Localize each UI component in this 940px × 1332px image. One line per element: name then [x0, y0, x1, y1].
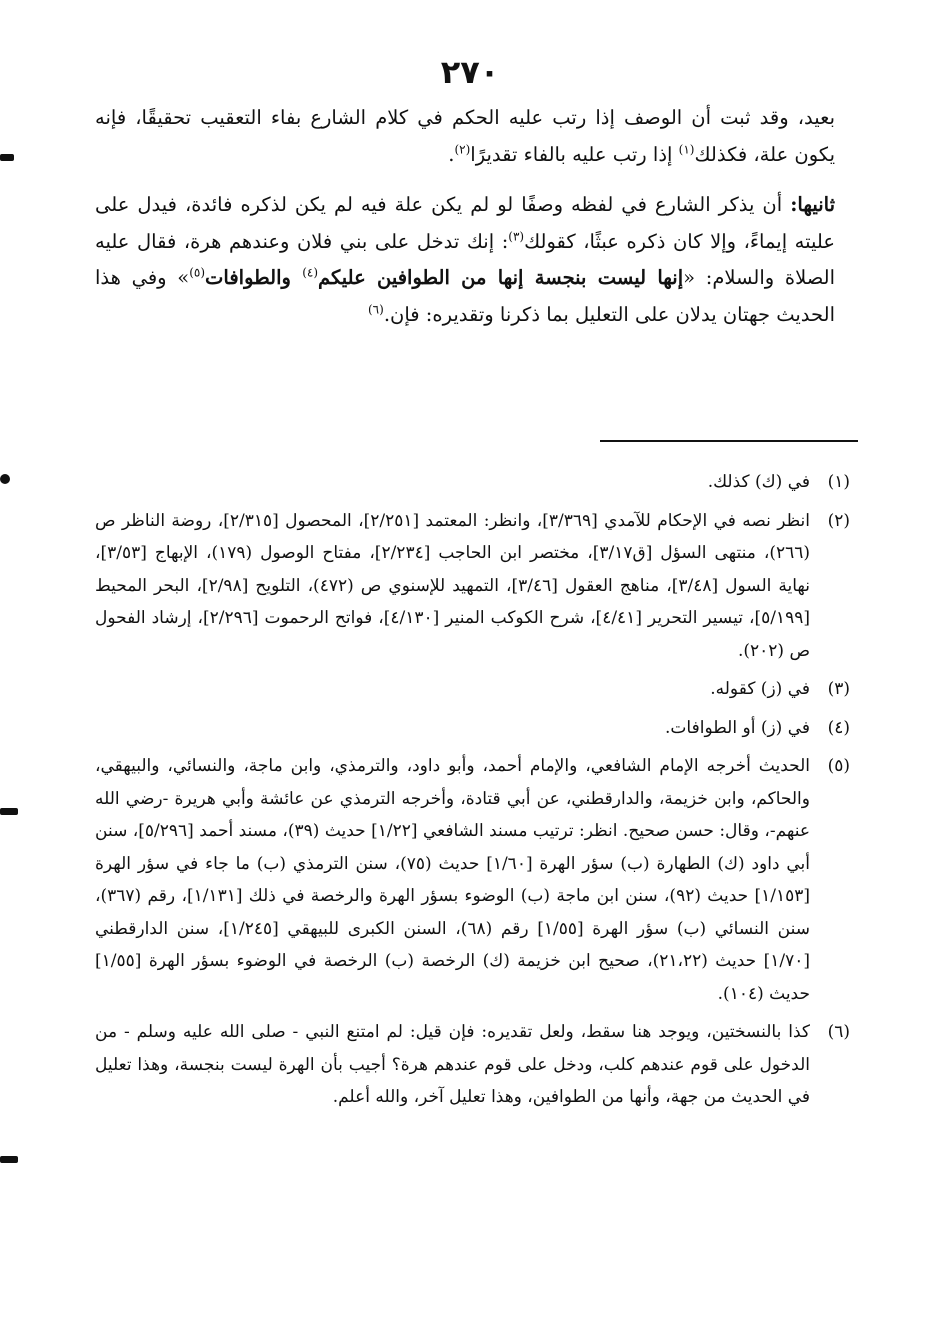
scan-margin-mark [0, 474, 10, 484]
paragraph-2-text-a: أن يذكر الشارع في لفظه وصفًا لو لم يكن علة فيه لم يكن لذكره فائدة، فيدل على عليته إيماءً، وإلا كان ذكره عبثًا، كقولك [95, 193, 835, 253]
footnote-text: الحديث أخرجه الإمام الشافعي، والإمام أحمد، وأبو داود، والترمذي، وابن ماجة، والنسائي، والبيهقي، والحاكم، وابن خزيمة، والدارقطني، عن أبي قتادة، وأخرجه الترمذي عن عائشة وأبي هريرة -رضي الله عنهم-، وقال: حسن صحيح. انظر: ترتيب مسند الشافعي [١/٢٢] حديث (٣٩)، مسند أحمد [٥/٢٩٦]، سنن أبي داود (ك) الطهارة (ب) سؤر الهرة [١/٦٠] حديث (٧٥)، سنن الترمذي (ب) ما جاء في سؤر الهرة [١/١٥٣] حديث (٩٢)، سنن ابن ماجة (ب) الوضوء بسؤر الهرة والرخصة في ذلك [١/١٣١]، رقم (٣٦٧)، سنن النسائي (ب) سؤر الهرة [١/٥٥] رقم (٦٨)، السنن الكبرى للبيهقي [١/٢٤٥]، سنن الدارقطني [١/٧٠] حديث (٢١،٢٢)، صحيح ابن خزيمة (ك) الرخصة (ب) الرخصة في الوضوء بسؤر الهرة [١/٥٥] حديث (١٠٤). [95, 756, 811, 1004]
main-text [95, 100, 835, 333]
footnote-ref-2: (٢) [454, 142, 471, 156]
footnote-number: (٤) [827, 717, 850, 738]
scan-margin-mark [0, 1156, 18, 1163]
footnote-number: (١) [827, 472, 850, 492]
paragraph-1-mid: إذا رتب عليه بالفاء تقديرًا [470, 142, 679, 166]
footnote-2 [95, 505, 850, 668]
footnote-4 [95, 712, 850, 745]
footnote-1 [95, 466, 850, 499]
footnote-number: (٣) [827, 679, 850, 699]
footnote-ref-1: (١) [678, 142, 695, 156]
footnotes [95, 466, 850, 1120]
footnote-text: كذا بالنسختين، ويوجد هنا سقط، ولعل تقديره: فإن قيل: لم امتنع النبي - صلى الله عليه وسلم - من الدخول على قوم عندهم كلب، ودخل على قوم عندهم هرة؟ أجيب بأن الهرة ليست بنجسة، وهذا تعليل في الحديث من جهة، وأنها من الطوافين، وهذا تعليل آخر، والله أعلم. [95, 1022, 810, 1107]
paragraph-1 [95, 100, 835, 173]
scan-margin-mark [0, 808, 18, 815]
footnote-number: (٦) [827, 1022, 850, 1042]
paragraph-2-text-b: : إنك تدخل على بني فلان وعندهم هرة، فقال عليه الصلاة والسلام: « [95, 229, 835, 289]
footnote-text: في (ك) كذلك. [707, 472, 810, 492]
footnote-3 [95, 673, 850, 706]
scan-margin-mark [0, 154, 14, 161]
footnote-number: (٢) [827, 510, 850, 531]
footnote-6 [95, 1016, 850, 1114]
footnote-number: (٥) [827, 756, 850, 776]
footnote-ref-5: (٥) [189, 265, 206, 280]
hadith-quote: إنها ليست بنجسة إنها من الطوافين عليكم [318, 266, 684, 289]
paragraph-1-end: . [448, 142, 455, 166]
footnote-ref-3: (٣) [508, 229, 525, 243]
paragraph-1-text: بعيد، وقد ثبت أن الوصف إذا رتب عليه الحكم في كلام الشارع بفاء التعقيب تحقيقًا، فإنه يكون علة، فكذلك [95, 106, 835, 166]
paragraph-2-lead: ثانيها: [790, 193, 835, 216]
paragraph-2 [95, 187, 835, 333]
footnote-separator [600, 440, 858, 442]
footnote-5 [95, 750, 850, 1010]
page-number: ٢٧٠ [440, 53, 500, 91]
paragraph-2-text-c: » وفي هذا الحديث جهتان يدلان على التعليل بما ذكرنا وتقديره: فإن. [95, 266, 835, 326]
footnote-text: في (ز) أو الطوافات. [665, 717, 810, 738]
hadith-quote-end: والطوافات [205, 266, 303, 289]
footnote-text: انظر نصه في الإحكام للآمدي [٣/٣٦٩]، وانظر: المعتمد [٢/٢٥١]، المحصول [٢/٣١٥]، روضة الناظر ص (٢٦٦)، منتهى السؤل [ق٣/١٧]، مختصر ابن الحاجب [٢/٢٣٤]، مفتاح الوصول (١٧٩)، الإبهاج [٣/٥٣]، نهاية السول [٣/٤٨]، مناهج العقول [٣/٤٦]، التمهيد للإسنوي ص (٤٧٢)، التلويح [٢/٩٨]، البحر المحيط [٥/١٩٩]، تيسير التحرير [٤/٤١]، شرح الكوكب المنير [٤/١٣٠]، فواتح الرحموت [٢/٢٩٦]، إرشاد الفحول ص (٢٠٢). [95, 510, 811, 661]
footnote-ref-4: (٤) [302, 265, 319, 280]
footnote-ref-6: (٦) [367, 302, 384, 316]
footnote-text: في (ز) كقوله. [710, 679, 810, 699]
